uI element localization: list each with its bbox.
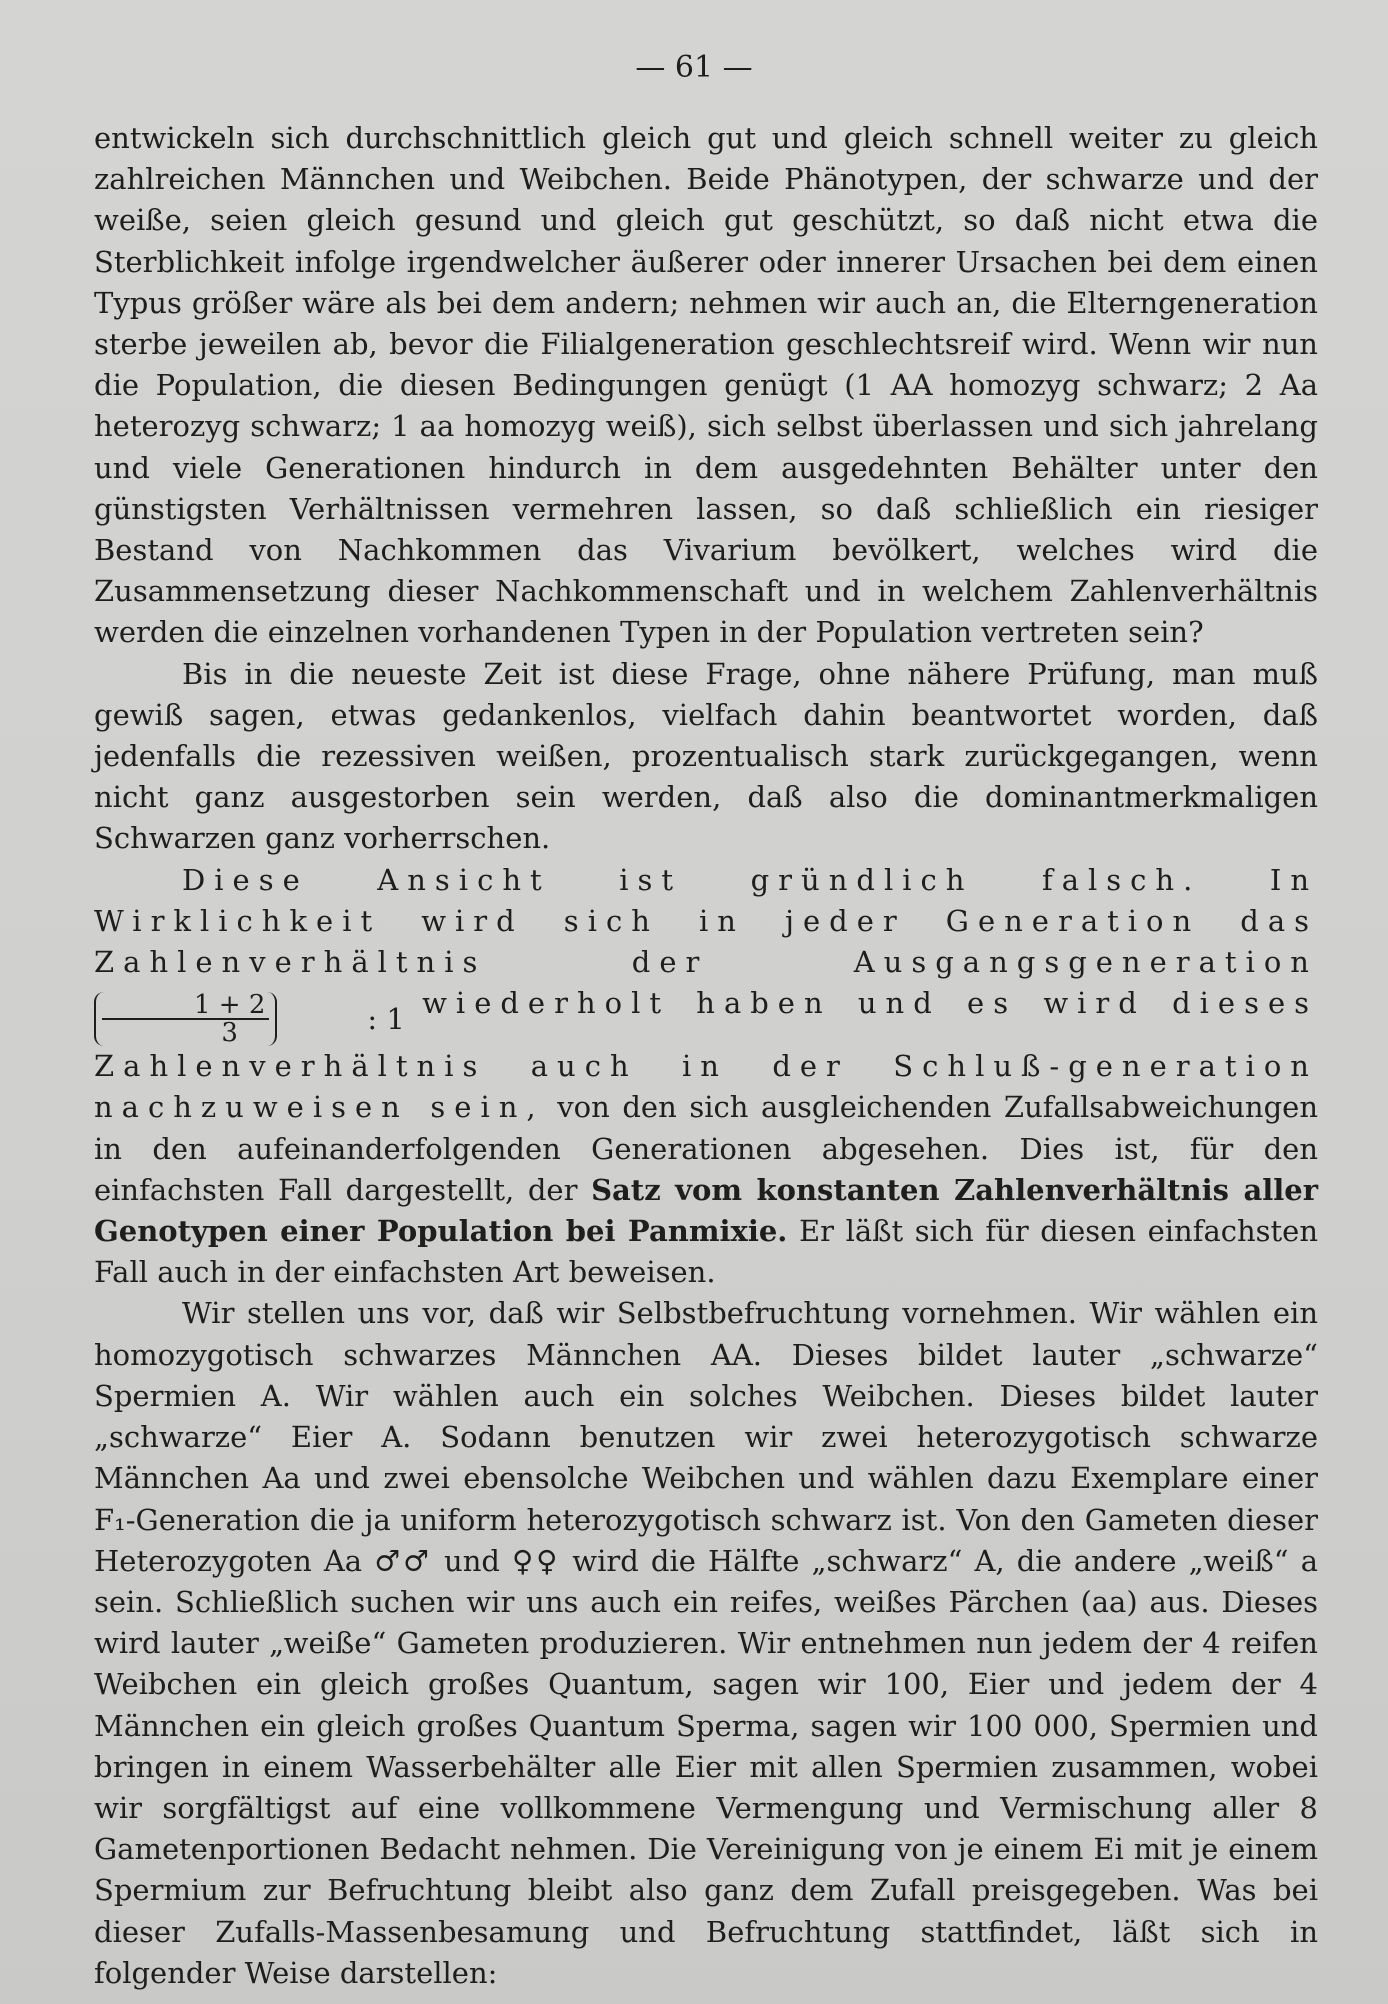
paragraph-2: Bis in die neueste Zeit ist diese Frage, ohne nähere Prüfung, man muß gewiß sagen, etwas gedankenlos, vielfach dahin beantwortet worden, daß jedenfalls die rezessiven weißen, prozentualisch stark zurückgegangen, wenn nicht ganz ausgestorben sein werden, daß also die dominantmerkmaligen Schwarzen ganz vorherrschen. [94, 656, 1318, 856]
paragraph-3-text-a: von den sich ausgleichenden Zufallsabweichungen in den aufeinanderfolgenden Generationen abgesehen. Dies ist, für den einfachsten Fall dargestellt, der [94, 1090, 1319, 1207]
theorem-bold: Satz vom konstanten Zahlenverhältnis aller Genotypen einer Population bei Panmixie. [94, 1172, 1319, 1249]
paragraph-1: entwickeln sich durchschnittlich gleich gut und gleich schnell weiter zu gleich zahlreichen Männchen und Weibchen. Beide Phänotypen, der schwarze und der weiße, seien gleich gesund und gleich gut geschützt, so daß nicht etwa die Sterblichkeit infolge irgendwelcher äußerer oder innerer Ursachen bei dem einen Typus größer wäre als bei dem andern; nehmen wir auch an, die Elterngeneration sterbe jeweilen ab, bevor die Filialgeneration geschlechtsreif wird. Wenn wir nun die Population, die diesen Bedingungen genügt (1 AA homozyg schwarz; 2 Aa heterozyg schwarz; 1 aa homozyg weiß), sich selbst überlassen und sich jahrelang und viele Generationen hindurch in dem ausgedehnten Behälter unter den günstigsten Verhältnissen vermehren lassen, so daß schließlich ein riesiger Bestand von Nachkommen das Vivarium bevölkert, welches wird die Zusammensetzung dieser Nachkommenschaft und in welchem Zahlenverhältnis werden die einzelnen vorhandenen Typen in der Population vertreten sein? [94, 121, 1318, 650]
emphasis-spaced-2: wiederholt haben und es wird dieses Zahlenverhältnis auch in der Schluß-generation nachzuweisen sein, [94, 986, 1319, 1125]
paragraph-3 [94, 860, 1318, 1294]
fraction-numerator: 1 + 2 [102, 992, 269, 1020]
ratio-fraction [94, 990, 277, 1049]
ratio-tail: : 1 [367, 1001, 405, 1036]
page-number: — 61 — [635, 50, 753, 85]
paragraph-3-text-b: Er läßt sich für diesen einfachsten Fall auch in der einfachsten Art beweisen. [94, 1214, 1319, 1290]
paragraph-4: Wir stellen uns vor, daß wir Selbstbefruchtung vornehmen. Wir wählen ein homozygotisch schwarzes Männchen AA. Dieses bildet lauter „schwarze“ Spermien A. Wir wählen auch ein solches Weibchen. Dieses bildet lauter „schwarze“ Eier A. Sodann benutzen wir zwei heterozygotisch schwarze Männchen Aa und zwei ebensolche Weibchen und wählen dazu Exemplare einer F₁-Generation die ja uniform heterozygotisch schwarz ist. Von den Gameten dieser Heterozygoten Aa ♂♂ und ♀♀ wird die Hälfte „schwarz“ A, die andere „weiß“ a sein. Schließlich suchen wir uns auch ein reifes, weißes Pärchen (aa) aus. Dieses wird lauter „weiße“ Gameten produzieren. Wir entnehmen nun jedem der 4 reifen Weibchen ein gleich großes Quantum, sagen wir 100, Eier und jedem der 4 Männchen ein gleich großes Quantum Sperma, sagen wir 100 000, Spermien und bringen in einem Wasserbehälter alle Eier mit allen Spermien zusammen, wobei wir sorgfältigst auf eine vollkommene Vermengung und Vermischung aller 8 Gametenportionen Bedacht nehmen. Die Vereinigung von je einem Ei mit je einem Spermium zur Befruchtung bleibt also ganz dem Zufall preisgegeben. Was bei dieser Zufalls-Massenbesamung und Befruchtung stattfindet, läßt sich in folgender Weise darstellen: [94, 1296, 1318, 1990]
fraction-denominator: 3 [221, 1018, 238, 1049]
body-text [94, 118, 1318, 1994]
emphasis-spaced-1: Diese Ansicht ist gründlich falsch. In Wirklichkeit wird sich in jeder Generation das Zahlenverhältnis der Ausgangsgeneration [94, 862, 1318, 980]
ratio-formula [94, 990, 405, 1049]
